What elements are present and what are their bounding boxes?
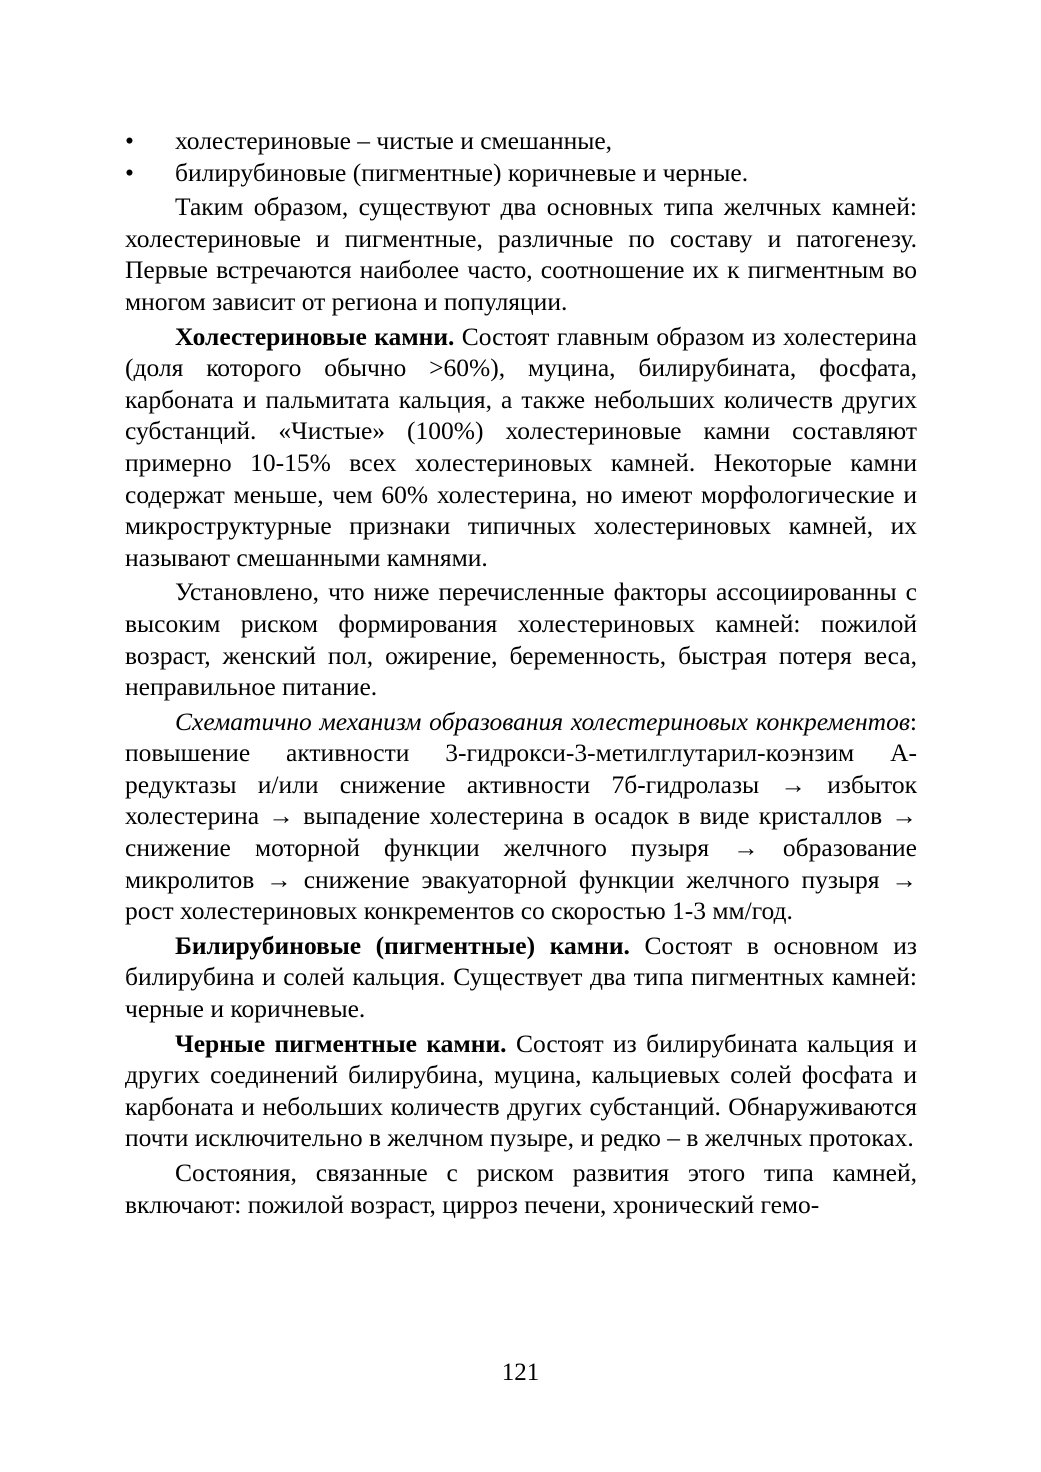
stone-types-list xyxy=(125,125,917,188)
body-text xyxy=(125,125,917,1220)
paragraph-heading: Черные пигментные камни. xyxy=(175,1028,507,1058)
list-item-text: билирубиновые (пигментные) коричневые и черные. xyxy=(175,157,749,187)
paragraph-text: Состояния, связанные с риском развития этого типа камней, включают: пожилой возраст, цирроз печени, хронический гемо- xyxy=(125,1158,917,1219)
paragraph-text: Состоят главным образом из холестерина (доля которого обычно >60%), муцина, билирубината, фосфата, карбоната и пальмитата кальция, а также небольших количеств других субстанций. «Чистые» (100%) холестериновые камни составляют примерно 10-15% всех холестериновых камней. Некоторые камни содержат меньше, чем 60% холестерина, но имеют морфологические и микроструктурные признаки типичных холестериновых камней, их называют смешанными камнями. xyxy=(125,321,918,572)
bullet-icon: • xyxy=(125,126,134,155)
bullet-icon: • xyxy=(125,157,134,187)
paragraph-text: Установлено, что ниже перечисленные факторы ассоциированны с высоким риском формирования холестериновых камней: пожилой возраст, женский пол, ожирение, беременность, быстрая потеря веса, неправильное питание. xyxy=(125,577,917,702)
paragraph-black-pigment-stones xyxy=(125,1028,917,1154)
paragraph-heading: Билирубиновые (пигментные) камни. xyxy=(175,930,630,960)
paragraph-cholesterol-stones xyxy=(125,321,917,574)
paragraph-heading: Холестериновые камни. xyxy=(175,321,455,351)
paragraph-text: Состоят в основном из билирубина и солей кальция. Существует два типа пигментных камней: черные и коричневые. xyxy=(125,930,917,1024)
paragraph-text: Таким образом, существуют два основных типа желчных камней: холестериновые и пигментные, различные по составу и патогенезу. Первые встречаются наиболее часто, соотношение их к пигментным во многом зависит от региона и популяции. xyxy=(125,192,917,316)
paragraph-text: : повышение активности 3-гидрокси-3-метилглутарил-коэнзим А-редуктазы и/или снижение активности 7б-гидролазы → избыток холестерина → выпадение холестерина в осадок в виде кристаллов → снижение моторной функции желчного пузыря → образование микролитов → снижение эвакуаторной функции желчного пузыря → рост холестериновых конкрементов со скоростью 1-3 мм/год. xyxy=(125,706,917,926)
paragraph-italic-lead: Схематично механизм образования холестериновых конкрементов xyxy=(175,706,910,736)
paragraph-mechanism xyxy=(125,706,917,927)
list-item-text: холестериновые – чистые и смешанные, xyxy=(175,126,613,155)
list-item xyxy=(125,125,917,157)
paragraph-stone-types-summary xyxy=(125,191,917,317)
paragraph-risk-factors xyxy=(125,576,917,702)
paragraph-bilirubin-stones xyxy=(125,930,917,1025)
list-item xyxy=(125,157,917,189)
page-number: 121 xyxy=(501,1359,540,1386)
paragraph-risk-conditions xyxy=(125,1157,917,1220)
paragraph-text: Состоят из билирубината кальция и других соединений билирубина, муцина, кальциевых солей фосфата и карбоната и небольших количеств других субстанций. Обнаруживаются почти исключительно в желчном пузыре, и редко – в желчных протоках. xyxy=(125,1028,917,1153)
